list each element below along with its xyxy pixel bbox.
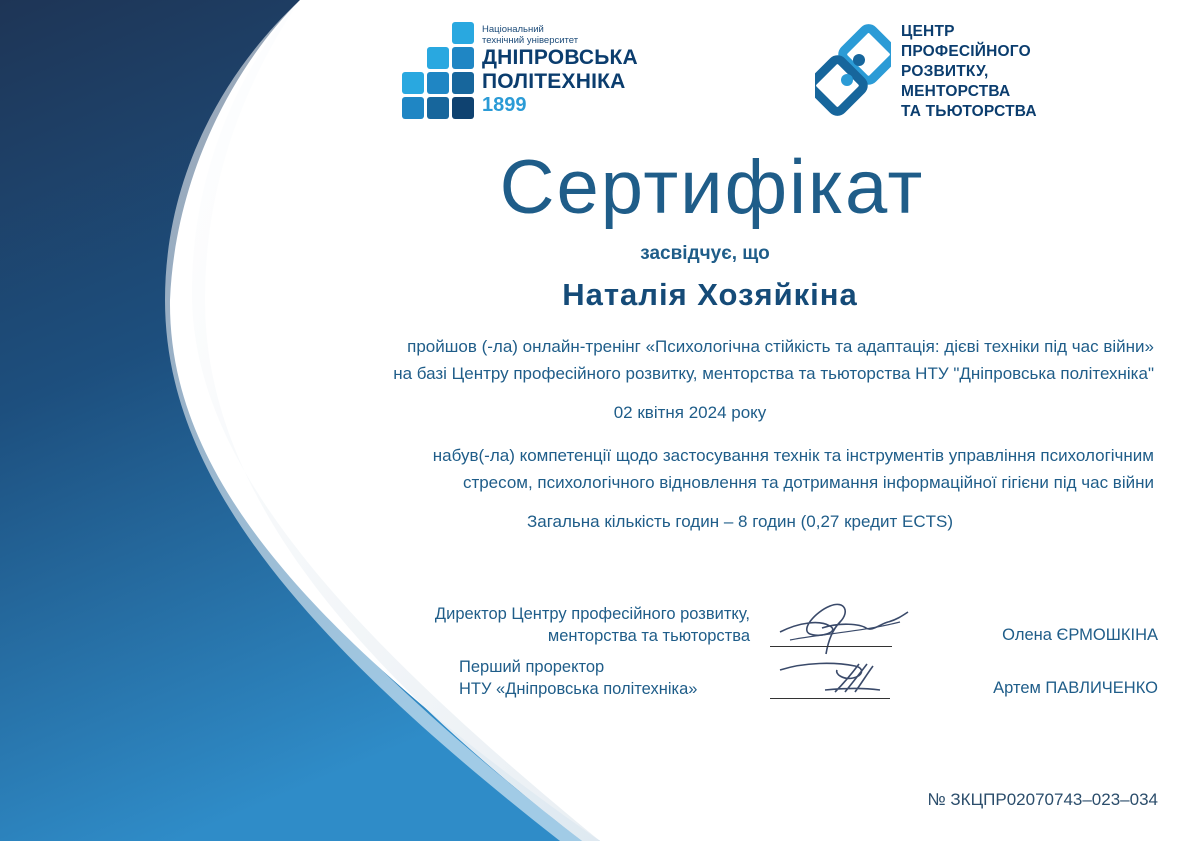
total-hours: Загальна кількість годин – 8 годин (0,27 кредит ECTS)	[526, 512, 953, 531]
signatory-2-role	[459, 656, 697, 700]
signatory-1-role-line-1: Директор Центру професійного розвитку,	[434, 605, 750, 623]
center-logo-text	[901, 22, 1037, 122]
competence-description	[433, 442, 1154, 496]
signature-2-line	[770, 698, 890, 699]
logo-name-line-1: ДНІПРОВСЬКА	[482, 46, 638, 69]
competence-line-2: стресом, психологічного відновлення та дотримання інформаційної гігієни під час війни	[462, 473, 1154, 492]
signatory-2-role-line-2: НТУ «Дніпровська політехніка»	[459, 680, 698, 698]
certificate-title: Сертифікат	[499, 145, 925, 230]
signatory-2-role-line-1: Перший проректор	[459, 658, 605, 676]
signatory-1-name: Олена ЄРМОШКІНА	[1002, 626, 1158, 644]
recipient-name: Наталія Хозяйкіна	[562, 277, 858, 312]
training-description	[393, 333, 1154, 387]
center-logo-icon	[815, 22, 891, 118]
signatory-1-role-line-2: менторства та тьюторства	[547, 627, 750, 645]
certifies-text: засвідчує, що	[640, 243, 770, 264]
university-logo-icon	[400, 20, 478, 122]
university-logo-text	[482, 24, 638, 116]
training-line-2: на базі Центру професійного розвитку, менторства та тьюторства НТУ "Дніпровська політехніка"	[393, 364, 1154, 383]
center-logo-line-5: ТА ТЬЮТОРСТВА	[901, 103, 1037, 120]
signatory-2-name: Артем ПАВЛИЧЕНКО	[993, 679, 1158, 697]
center-logo-line-4: МЕНТОРСТВА	[901, 83, 1011, 100]
signatory-1-role	[435, 603, 750, 647]
center-logo-line-1: ЦЕНТР	[901, 23, 955, 40]
center-logo-line-2: ПРОФЕСІЙНОГО	[901, 43, 1031, 60]
training-date: 02 квітня 2024 року	[613, 403, 767, 422]
certificate-number: № ЗКЦПР02070743–023–034	[927, 790, 1158, 809]
logo-small-line-1: Національний	[482, 24, 544, 35]
signature-2-handwritten	[775, 652, 885, 702]
training-line-1: пройшов (-ла) онлайн-тренінг «Психологічна стійкість та адаптація: дієві техніки під час війни»	[407, 337, 1154, 356]
logo-small-line-2: технічний університет	[482, 35, 579, 46]
competence-line-1: набув(-ла) компетенції щодо застосування технік та інструментів управління психологічним	[432, 446, 1154, 465]
logo-name-line-2: ПОЛІТЕХНІКА	[482, 70, 626, 93]
signature-1-line	[770, 646, 892, 647]
logo-year: 1899	[482, 94, 527, 116]
center-logo-line-3: РОЗВИТКУ,	[901, 63, 989, 80]
